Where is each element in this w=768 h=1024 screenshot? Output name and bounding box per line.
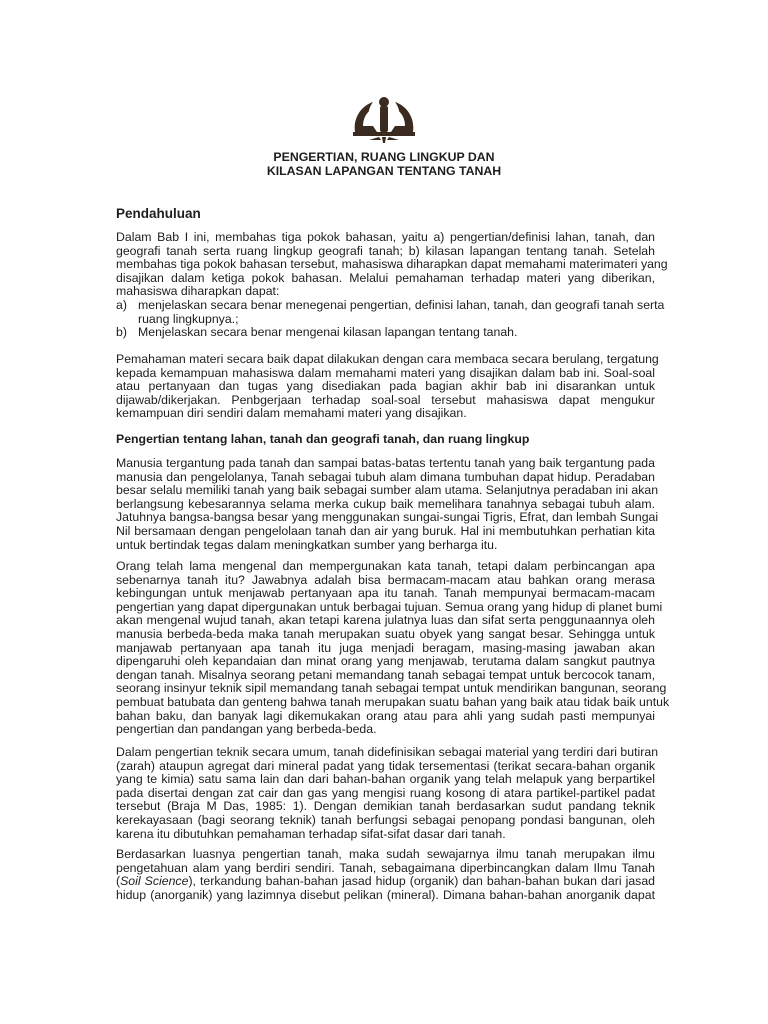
text-line: pengertian yang dapat dipergunakan untuk berbagai tujuan. Semua orang yang hidup di planet bumi (116, 599, 663, 614)
text-line: Menjelaskan secara benar mengenai kilasan lapangan tentang tanah. (138, 325, 518, 340)
text-line: Dalam pengertian teknik secara umum, tanah didefinisikan sebagai material yang terdiri dari butiran (116, 745, 659, 759)
text-line: besar selalu memiliki tanah yang baik sebagai sumber alam utama. Selanjutnya peradaban ini akan (116, 483, 659, 498)
text-line: ruang lingkupnya.; (138, 311, 239, 326)
text-line: kebingungan untuk menjawab pertanyaan apa itu tanah. Tanah mempunyai bermacam-macam (116, 586, 655, 601)
text-line: kemampuan diri sendiri dalam memahami materi yang disajikan. (116, 406, 467, 421)
text-line: seorang insinyur teknik sipil memandang tanah sebagai tempat untuk mendirikan bangunan, seorang (116, 681, 667, 696)
text-line: (zarah) ataupun agregat dari mineral padat yang tidak tersementasi (terikat secara-bahan organik (116, 758, 655, 773)
list-marker: b) (116, 325, 127, 340)
text-line: pengetahuan alam yang berdiri sendiri. Tanah, sebagaimana diperbincangkan dalam Ilmu Tanah (116, 860, 655, 875)
title-line: KILASAN LAPANGAN TENTANG TANAH (266, 164, 502, 178)
text-line: geografi tanah serta ruang lingkup geografi tanah; b) kilasan lapangan tentang tanah. Setelah (116, 243, 655, 258)
list-item (116, 298, 665, 326)
text-line: tersebut (Braja M Das, 1985: 1). Dengan demikian tanah berdasarkan sudut pandang teknik (116, 799, 655, 814)
text-line: mahasiswa diharapkan dapat: (116, 284, 280, 299)
text-line: dipengaruhi oleh kepandaian dan minat orang yang menjawab, terutama dalam sangkut pautnya (116, 654, 655, 669)
paragraph (116, 559, 670, 737)
text-line: menjelaskan secara benar menegenai pengertian, definisi lahan, tanah, dan geografi tanah serta (138, 298, 665, 312)
text-line: kerekayasaan (bagi seorang teknik) tanah berfungsi sebagai penopang pondasi bangunan, oleh (116, 812, 655, 827)
text-line: Orang telah lama mengenal dan mempergunakan kata tanah, tetapi dalam perbincangan apa (116, 559, 655, 573)
list-marker: a) (116, 298, 127, 312)
text-line: manjawab pertanyaan apa tanah itu juga menjadi beragam, masing-masing jawaban akan (116, 640, 655, 655)
text-line: membahas tiga pokok bahasan tersebut, mahasiswa diharapkan dapat memahami materimateri yang (116, 257, 668, 272)
section-heading-pengertian: Pengertian tentang lahan, tanah dan geografi tanah, dan ruang lingkup (116, 432, 530, 446)
text-line: disajikan dalam ketiga pokok bahasan. Melalui pemahaman terhadap materi yang diberikan, (116, 270, 655, 285)
text-line: hidup (anorganik) yang lazimnya disebut pelikan (mineral). Dimana bahan-bahan anorganik dapat (116, 887, 655, 902)
text-line: pembuat batubata dan genteng bahwa tanah merupakan suatu bahan yang baik atau tidak baik untuk (116, 694, 670, 709)
text-line: akan mengenal wujud tanah, akan tetapi karena julatnya luas dan sifat serta penggunaannya oleh (116, 613, 655, 628)
text-line: manusia berbeda-beda maka tanah merupakan suatu obyek yang sangat besar. Sehingga untuk (116, 626, 655, 641)
text-line: pada disertai dengan zat cair dan gas yang mengisi ruang kosong di atara partikel-partikel padat (116, 785, 655, 800)
text-line: Manusia tergantung pada tanah dan sampai batas-batas tertentu tanah yang baik tergantung pada (116, 456, 655, 470)
text-line: bahan baku, dan banyak lagi dikemukakan orang atau para ahli yang sudah pasti mempunyai (116, 708, 655, 723)
text-line: Dalam Bab I ini, membahas tiga pokok bahasan, yaitu a) pengertian/definisi lahan, tanah, dan (116, 230, 655, 244)
text-line: untuk bertindak tegas dalam meningkatkan sumber yang berharga itu. (116, 537, 498, 552)
text-line: manusia dan pengelolanya, Tanah sebagai tubuh alam dimana tumbuhan dapat hidup. Peradaban (116, 469, 655, 484)
text-line: Pemahaman materi secara baik dapat dilakukan dengan cara membaca secara berulang, tergatung (116, 352, 659, 366)
paragraph (116, 230, 668, 299)
text-line: sebenarnya tanah itu? Jawabnya adalah bisa bermacam-macam atau bahkan orang merasa (116, 572, 655, 587)
italic-term: Soil Science (120, 874, 189, 889)
text-line: Nil bersamaan dengan pengelolaan tanah dan air yang buruk. Hal ini membutuhkan perhatian kita (116, 523, 655, 538)
list-item (116, 326, 655, 340)
text-line: Berdasarkan luasnya pengertian tanah, maka sudah sewajarnya ilmu tanah merupakan ilmu (116, 847, 655, 861)
text-line: dijawab/dikerjakan. Penbgerjaan terhadap soal-soal tersebut mahasiswa dapat mengukur (116, 392, 655, 407)
text-line: atau pertanyaan dan tugas yang disediakan pada bagian akhir bab ini disarankan untuk (116, 379, 655, 394)
section-heading-pendahuluan: Pendahuluan (116, 206, 201, 221)
title-line: PENGERTIAN, RUANG LINGKUP DAN (273, 150, 495, 164)
text-line: (Soil Science), terkandung bahan-bahan jasad hidup (organik) dan bahan-bahan bukan dari jasad (116, 874, 656, 889)
paragraph (116, 456, 659, 552)
text-line: Jatuhnya bangsa-bangsa besar yang menggunakan sungai-sungai Tigris, Efrat, dan lembah Sungai (116, 510, 659, 525)
text-line: pengertian dan pandangan yang berbeda-beda. (116, 722, 377, 737)
paragraph (116, 745, 659, 841)
objectives-list (116, 298, 665, 340)
university-emblem-icon (351, 96, 417, 144)
text-line: kepada kemampuan mahasiswa dalam memahami materi yang disajikan dalam bab ini. Soal-soal (116, 365, 655, 380)
paragraph (116, 352, 659, 421)
text-line: dengan tanah. Misalnya seorang petani memandang tanah sebagai tempat untuk bercocok tanam, (116, 667, 655, 682)
paragraph (116, 848, 655, 902)
document-title (0, 150, 768, 178)
text-line: berlangsung kebesarannya selama merka cukup baik memelihara tanahnya sebagai tubuh alam. (116, 496, 655, 511)
text-line: yang te kimia) satu sama lain dan dari bahan-bahan organik yang telah melapuk yang berpartikel (116, 772, 655, 787)
text-line: karena itu dibutuhkan pemahaman terhadap sifat-sifat dasar dari tanah. (116, 826, 506, 841)
